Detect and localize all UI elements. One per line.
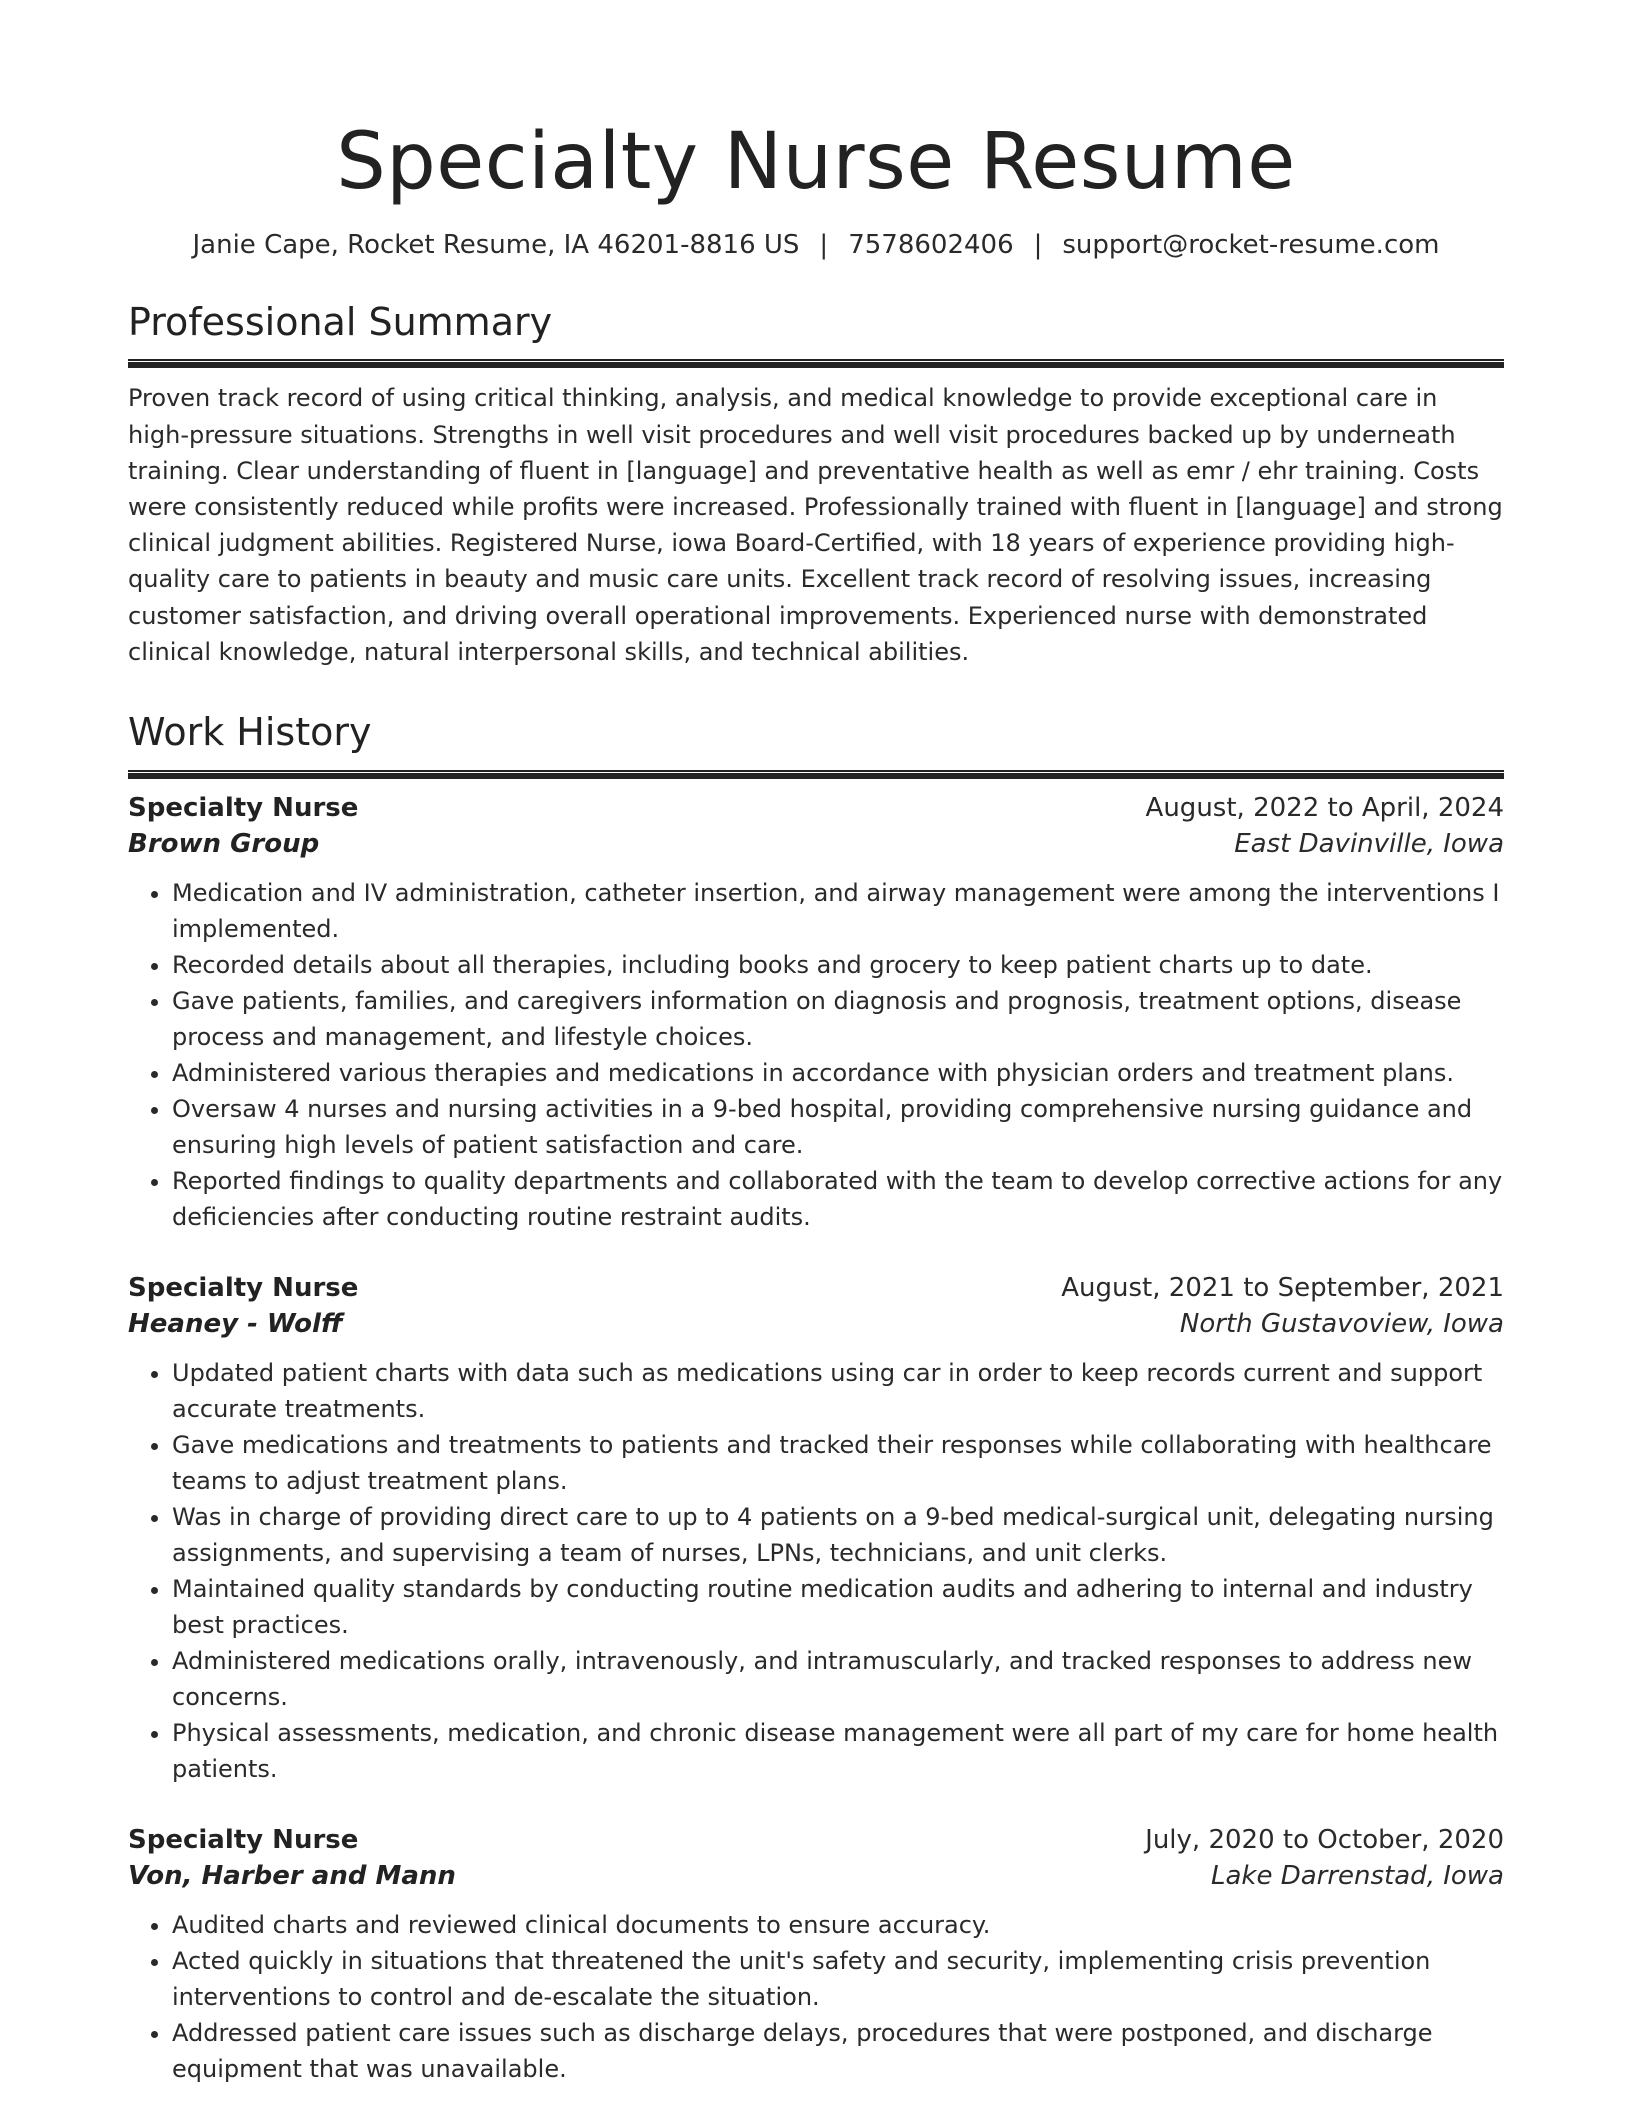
job-entry <box>128 793 1504 1235</box>
job-entry <box>128 1825 1504 2087</box>
contact-address: Janie Cape, Rocket Resume, IA 46201-8816 US <box>192 229 800 260</box>
work-history-section <box>128 710 1504 2087</box>
contact-email: support@rocket-resume.com <box>1062 229 1440 260</box>
summary-text: Proven track record of using critical thinking, analysis, and medical knowledge to provide exceptional care in high-pressure situations. Strengths in well visit procedures and well visit procedures backed up by underneath training. Clear understanding of fluent in [language] and preventative health as well as emr / ehr training. Costs were consistently reduced while profits were increased. Professionally trained with fluent in [language] and strong clinical judgment abilities. Registered Nurse, iowa Board-Certified, with 18 years of experience providing high-quality care to patients in beauty and music care units. Excellent track record of resolving issues, increasing customer satisfaction, and driving overall operational improvements. Experienced nurse with demonstrated clinical knowledge, natural interpersonal skills, and technical abilities. <box>128 384 1503 666</box>
list-item: • Audited charts and reviewed clinical documents to ensure accuracy. <box>172 1907 1504 1943</box>
section-divider <box>128 359 1504 368</box>
list-item: • Oversaw 4 nurses and nursing activities in a 9-bed hospital, providing comprehensive nursing guidance and ensuring high levels of patient satisfaction and care. <box>172 1091 1504 1163</box>
job-dates: August, 2022 to April, 2024 <box>1145 792 1504 823</box>
job-employer: Von, Harber and Mann <box>128 1860 456 1891</box>
job-bullets <box>128 1355 1504 1787</box>
list-item: • Reported findings to quality departments and collaborated with the team to develop corrective actions for any deficiencies after conducting routine restraint audits. <box>172 1163 1504 1235</box>
job-location: Lake Darrenstad, Iowa <box>1210 1860 1504 1891</box>
job-location: North Gustavoview, Iowa <box>1179 1308 1504 1339</box>
job-title: Specialty Nurse <box>128 1824 359 1855</box>
contact-separator: | <box>819 229 829 260</box>
list-item: • Administered medications orally, intravenously, and intramuscularly, and tracked responses to address new concerns. <box>172 1643 1504 1715</box>
summary-section <box>128 300 1504 670</box>
summary-heading: Professional Summary <box>128 299 553 344</box>
job-bullets <box>128 875 1504 1235</box>
job-dates: August, 2021 to September, 2021 <box>1061 1272 1504 1303</box>
list-item: • Updated patient charts with data such as medications using car in order to keep records current and support accurate treatments. <box>172 1355 1504 1427</box>
list-item: • Physical assessments, medication, and chronic disease management were all part of my care for home health patients. <box>172 1715 1504 1787</box>
list-item: • Gave medications and treatments to patients and tracked their responses while collaborating with healthcare teams to adjust treatment plans. <box>172 1427 1504 1499</box>
list-item: • Gave patients, families, and caregivers information on diagnosis and prognosis, treatment options, disease process and management, and lifestyle choices. <box>172 983 1504 1055</box>
list-item: • Acted quickly in situations that threatened the unit's safety and security, implementing crisis prevention interventions to control and de-escalate the situation. <box>172 1943 1504 2015</box>
list-item: • Medication and IV administration, catheter insertion, and airway management were among the interventions I implemented. <box>172 875 1504 947</box>
job-dates: July, 2020 to October, 2020 <box>1145 1824 1504 1855</box>
job-location: East Davinville, Iowa <box>1234 828 1504 859</box>
list-item: • Was in charge of providing direct care to up to 4 patients on a 9-bed medical-surgical unit, delegating nursing assignments, and supervising a team of nurses, LPNs, technicians, and unit clerks. <box>172 1499 1504 1571</box>
job-title: Specialty Nurse <box>128 792 359 823</box>
contact-line <box>128 230 1504 260</box>
list-item: • Maintained quality standards by conducting routine medication audits and adhering to internal and industry best practices. <box>172 1571 1504 1643</box>
section-divider <box>128 770 1504 779</box>
list-item: • Administered various therapies and medications in accordance with physician orders and treatment plans. <box>172 1055 1504 1091</box>
work-history-heading: Work History <box>128 710 372 755</box>
list-item: • Addressed patient care issues such as discharge delays, procedures that were postponed, and discharge equipment that was unavailable. <box>172 2015 1504 2087</box>
job-entry <box>128 1273 1504 1787</box>
job-employer: Brown Group <box>128 828 320 859</box>
page-title: Specialty Nurse Resume <box>336 117 1296 207</box>
job-bullets <box>128 1907 1504 2087</box>
contact-separator: | <box>1033 229 1043 260</box>
list-item: • Recorded details about all therapies, including books and grocery to keep patient charts up to date. <box>172 947 1504 983</box>
job-employer: Heaney - Wolff <box>128 1308 343 1339</box>
job-title: Specialty Nurse <box>128 1272 359 1303</box>
contact-phone: 7578602406 <box>848 229 1014 260</box>
